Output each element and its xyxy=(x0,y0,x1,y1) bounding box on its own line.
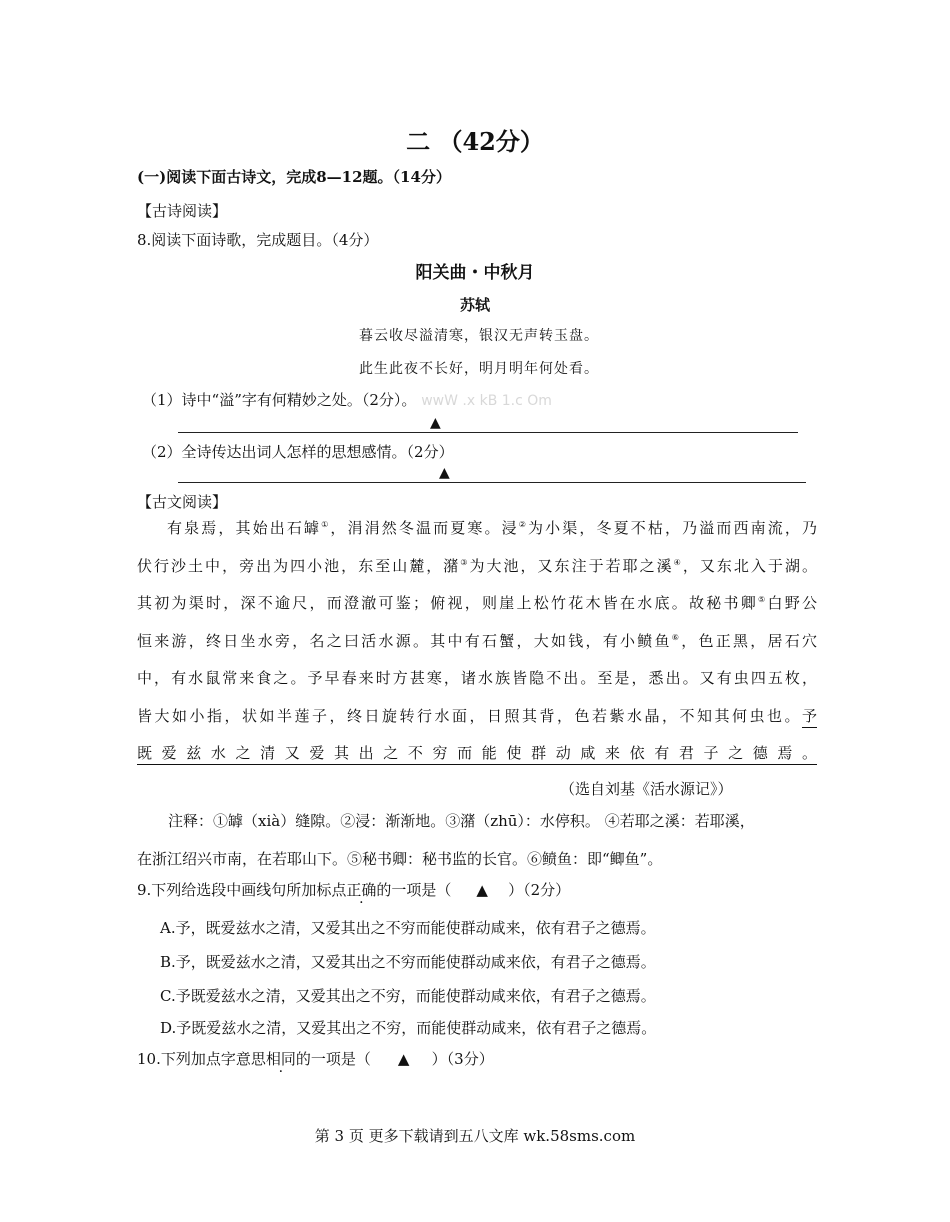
poem-section-label: 【古诗阅读】 xyxy=(137,202,228,220)
answer-line-8-1[interactable] xyxy=(178,432,798,433)
question-8-1-text: （1）诗中“溢”字有何精妙之处。（2分）。 xyxy=(142,391,417,409)
answer-mark-9[interactable]: ▲ xyxy=(476,881,488,899)
notes-line-1: 注释：①罅（xià）缝隙。②浸：渐渐地。③潴（zhū）：水停积。 ④若耶之溪：若耶溪， xyxy=(168,812,755,830)
question-8-2: （2）全诗传达出词人怎样的思想感情。（2分） xyxy=(142,443,454,461)
passage-source: （选自刘基《活水源记》） xyxy=(560,780,733,798)
poem-line-1: 暮云收尽溢清寒，银汉无声转玉盘。 xyxy=(359,328,599,344)
question-8: 8.阅读下面诗歌，完成题目。（4分） xyxy=(137,231,379,249)
poem-line-2: 此生此夜不长好，明月明年何处看。 xyxy=(359,361,599,377)
page-footer: 第 3 页 更多下载请到五八文库 wk.58sms.com xyxy=(314,1127,636,1145)
answer-mark-8-1: ▲ xyxy=(430,415,441,431)
prose-line: 中，有水鼠常来食之。予早春来时方甚寒，诸水族皆隐不出。至是，悉出。又有虫四五枚， xyxy=(137,669,817,687)
answer-mark-8-2: ▲ xyxy=(439,465,450,481)
prose-line: 恒来游，终日坐水旁，名之曰活水源。其中有石蟹，大如钱，有小鲼鱼⑥，色正黑，居石穴 xyxy=(137,631,817,650)
question-9: 9.下列给选段中画线句所加标点正确的一项是（ ▲ ）（2分） xyxy=(137,881,571,899)
dotted-emphasis: 相同 xyxy=(265,1050,296,1068)
answer-line-8-2[interactable] xyxy=(178,482,806,483)
section-title: 二 （42分） xyxy=(406,127,544,156)
watermark: wwW .x kB 1.c Om xyxy=(421,393,552,409)
prose-line: 其初为渠时，深不逾尺，而澄澈可鉴；俯视，则崖上松竹花木皆在水底。故秘书卿⑤白野公 xyxy=(137,594,817,612)
underlined-sentence-start: 予 xyxy=(801,706,817,725)
question-10: 10.下列加点字意思相同的一项是（ ▲ ）（3分） xyxy=(137,1050,494,1068)
notes-line-2: 在浙江绍兴市南，在若耶山下。⑤秘书卿：秘书监的长官。⑥鲼鱼：即“鲫鱼”。 xyxy=(137,850,663,868)
prose-line: 伏行沙土中，旁出为四小池，东至山麓，潴③为大池，又东注于若耶之溪④，又东北入于湖。 xyxy=(137,556,817,575)
poem-title: 阳关曲・中秋月 xyxy=(415,263,535,283)
option-a[interactable]: A.予，既爱兹水之清，又爱其出之不穷而能使群动咸来，依有君子之德焉。 xyxy=(160,919,656,937)
underlined-sentence: 既爱兹水之清又爱其出之不穷而能使群动咸来依有君子之德焉。 xyxy=(137,744,817,762)
option-c[interactable]: C.予既爱兹水之清，又爱其出之不穷，而能使群动咸来依，有君子之德焉。 xyxy=(160,987,656,1005)
answer-mark-10[interactable]: ▲ xyxy=(397,1050,410,1068)
dotted-emphasis: 正确 xyxy=(346,881,377,899)
part-header: (一)阅读下面古诗文，完成8—12题。（14分） xyxy=(137,168,451,186)
prose-line: 有泉焉，其始出石罅①，涓涓然冬温而夏寒。浸②为小渠，冬夏不枯，乃溢而西南流，乃 xyxy=(167,519,817,537)
question-8-1 xyxy=(142,389,552,410)
poem-author: 苏轼 xyxy=(459,296,490,314)
prose-section-label: 【古文阅读】 xyxy=(137,493,228,511)
prose-passage xyxy=(137,510,817,773)
prose-line: 皆大如小指，状如半莲子，终日旋转行水面，日照其背，色若紫水晶，不知其何虫也。予 xyxy=(137,706,817,725)
option-b[interactable]: B.予，既爱兹水之清，又爱其出之不穷而能使群动咸来依，有君子之德焉。 xyxy=(160,953,656,971)
option-d[interactable]: D.予既爱兹水之清，又爱其出之不穷，而能使群动咸来，依有君子之德焉。 xyxy=(160,1019,657,1037)
